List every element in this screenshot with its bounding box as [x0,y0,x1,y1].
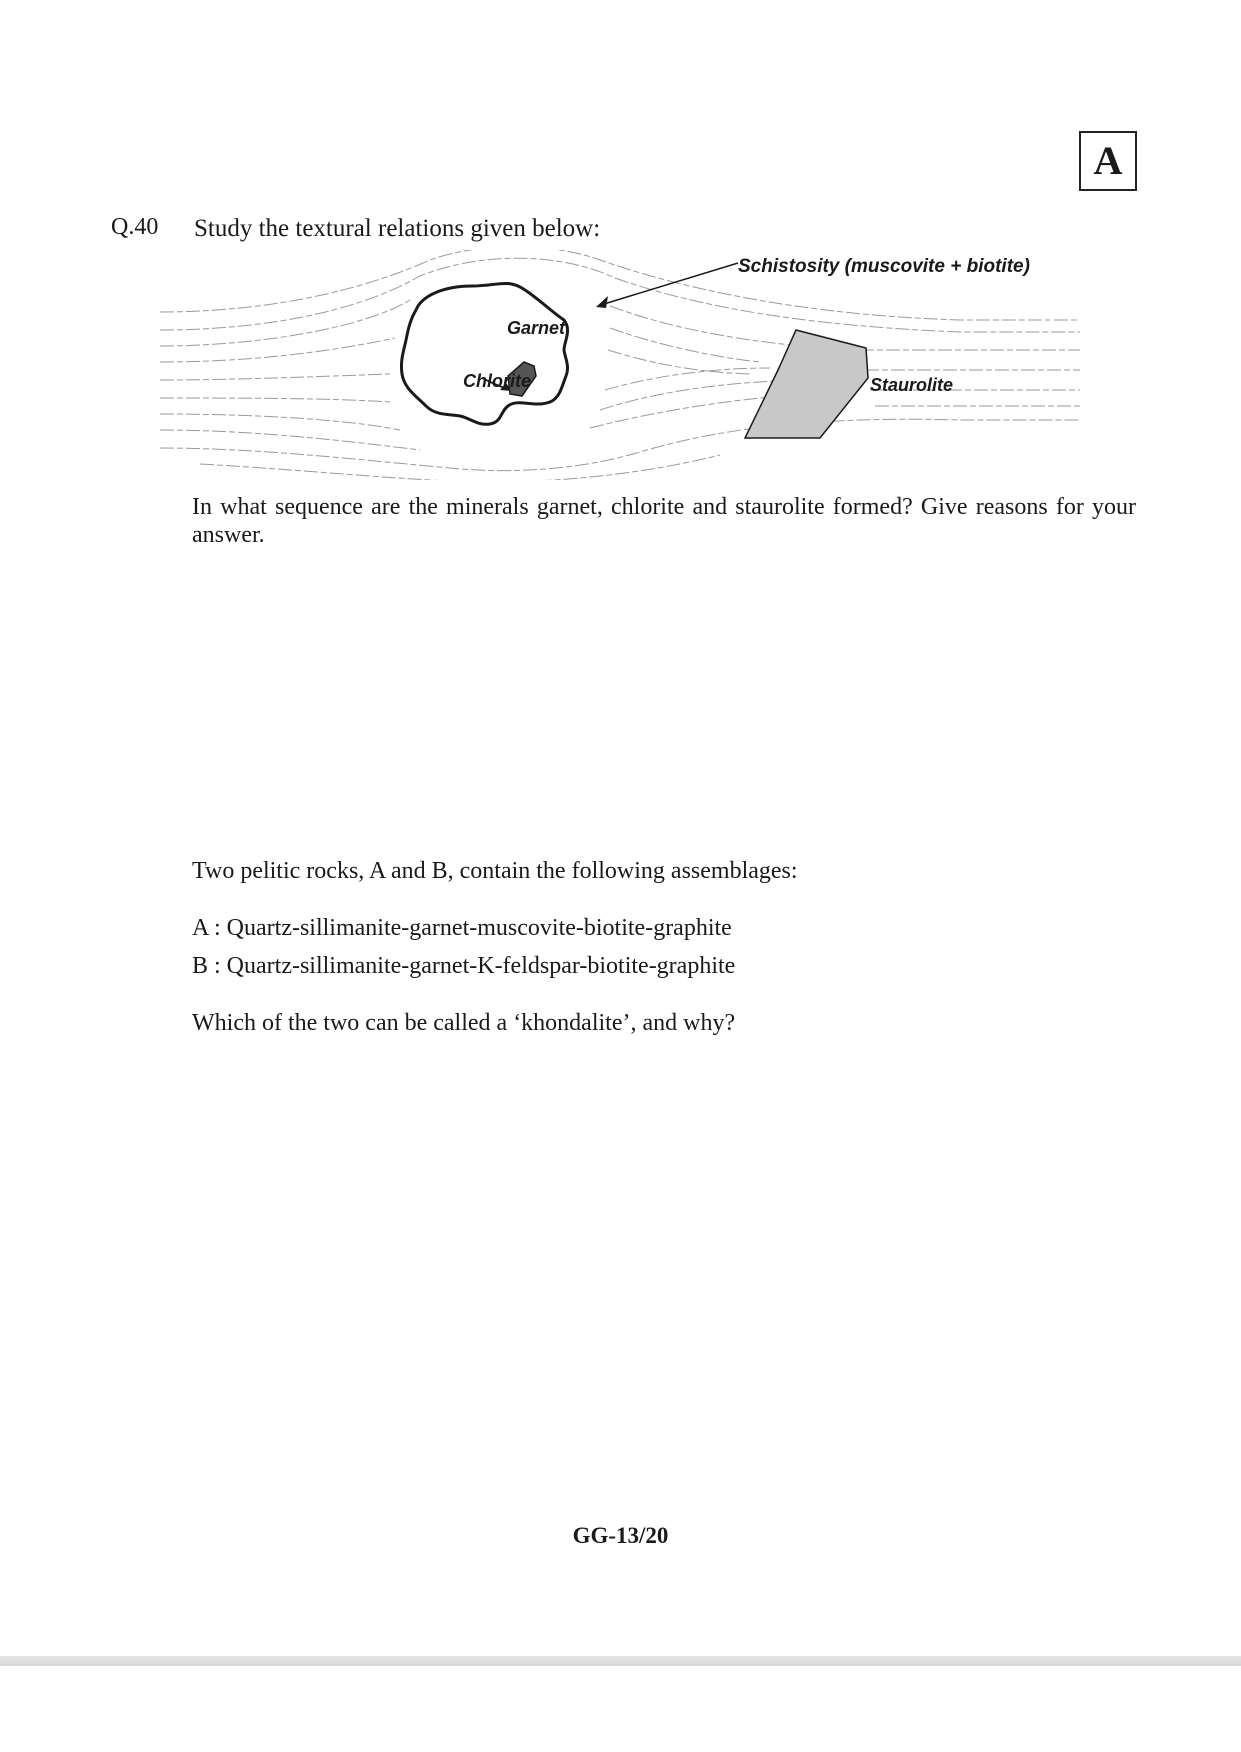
question-2-text: Which of the two can be called a ‘khondalite’, and why? [192,1010,736,1036]
assemblage-a: A : Quartz-sillimanite-garnet-muscovite-biotite-graphite [192,915,732,941]
scan-margin [0,1666,1241,1752]
foliation-line [160,419,1080,470]
staurolite-label: Staurolite [870,375,954,395]
figure-drawing [160,250,1090,480]
page-code: GG-13/20 [572,1523,669,1548]
question-set-box: A [1079,131,1137,191]
assemblage-b: B : Quartz-sillimanite-garnet-K-feldspar-biotite-graphite [192,953,736,979]
garnet-label: Garnet [507,318,566,338]
question-intro: Study the textural relations given below: [194,215,601,242]
schistosity-label: Schistosity (muscovite + biotite) [738,256,1030,277]
question-2-intro: Two pelitic rocks, A and B, contain the following assemblages: [192,858,798,884]
chlorite-label: Chlorite [463,371,532,391]
schistosity-arrow-line [604,263,738,304]
foliation-lines [160,250,1080,480]
foliation-line [160,394,1080,450]
scan-edge-bar [0,1656,1241,1666]
garnet-porphyroblast [401,283,567,424]
staurolite-porphyroblast [745,330,868,438]
schistosity-arrow-head [596,296,608,308]
textural-relations-figure [160,250,1090,480]
question-number: Q.40 [111,214,159,240]
foliation-line [200,455,720,480]
question-text: In what sequence are the minerals garnet, chlorite and staurolite formed? Give reasons for your answer. [192,494,1136,548]
